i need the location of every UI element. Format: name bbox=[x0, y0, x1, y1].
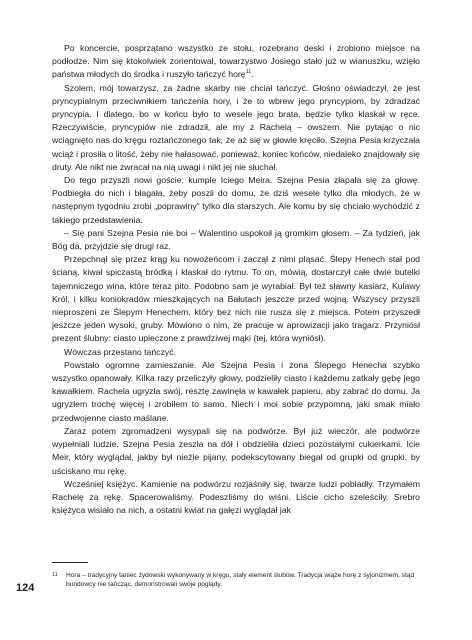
paragraph: Powstało ogromne zamieszanie. Ale Szejna Pesia i żona Ślepego Henecha szybko wszystko opanowały. Kilka razy przeliczyły głowy, podzieliły ciasto i każdemu zatkały gębę jego kawałkiem. Rachela ugryzła swój, resztę zawinęła w kawałek papieru, aby zabrać do domu. Ja ugryzłem trochę więcej i zrobiłem to samo. Niech i moi sobie przypomną, jaki smak miało przedwojenne ciasto maślane. bbox=[52, 359, 420, 423]
paragraph: – Się pani Szejna Pesia nie boi – Walentino uspokoił ją gromkim głosem. – Za tydzień, jak Bóg da, przyjdzie się drugi raz. bbox=[52, 227, 420, 252]
footnote-divider bbox=[52, 562, 88, 563]
page-number: 124 bbox=[16, 582, 35, 594]
paragraph bbox=[52, 42, 420, 82]
footnote-number: 11 bbox=[52, 572, 58, 578]
paragraph: Wcześniej księżyc. Kamienie na podwórzu rozjaśniły się, twarze ludzi pobladły. Trzymałem Rachelę za rękę. Spacerowaliśmy. Podeszliśmy do wiśni. Liście cicho szeleściły. Srebro księżyca wisiało na nich, a ostatni kwiat na gałęzi wyglądał jak bbox=[52, 478, 420, 516]
paragraph: Zaraz potem zgromadzeni wysypali się na podwórze. Był już wieczór, ale podwórze wypełniali ludzie. Szejna Pesia zeszła na dół i obdzieliła dzieci pozostałymi cukierkami. Icie Meir, który wyglądał, jakby był nieźle pijany, podekscytowany biegał od grupki od grupki, by uściskano mu rękę. bbox=[52, 425, 420, 476]
footnote-text: Hora – tradycyjny taniec żydowski wykonywany w kręgu, stały element ślubów. Tradycja wiąże horę z syjonizmem, stąd bundowcy nie tańcząc, demonstrowali swoje poglądy. bbox=[66, 572, 415, 589]
body-text bbox=[52, 42, 420, 517]
paragraph: Do tego przyszli nowi goście: kumple Iciego Meira. Szejna Pesia złapała się za głowę. Podbiegła do nich i błagała, żeby poszli do domu, że dziś wesele tylko dla młodych, że w następnym tygodniu zrobi „poprawiny” tylko dla starszych. Ale komu by się chciało wychodzić z takiego przedstawienia. bbox=[52, 175, 420, 225]
footnote-reference: 11 bbox=[245, 69, 252, 76]
paragraph: Przepchnął się przez krąg ku nowożeńcom i zaczął z nimi pląsać. Ślepy Henech stał pod ścianą, kiwał spiczastą bródką i klaskał do rytmu. To on, mówią, dostarczył całe dwie butelki tajemniczego wina, które teraz pito. Podobno sam je wyrabiał. Był też sławny kasiarz, Kulawy Król, i kilku koniokradów mieszkających na Bałutach jeszcze przed wojną. Wszyscy przyszli nieproszeni ze Ślepym Henechem, który bez nich nie rusza się z miejsca. Potem przyszedł jeszcze jeden wysoki, gruby. Mówiono o nim, że pracuje w aprowizacji jako tragarz. Przyniósł prezent ślubny: ciasto upieczone z prawdziwej mąki (tej, która wyniósł). bbox=[52, 254, 420, 344]
footnote bbox=[52, 571, 420, 589]
paragraph-text: Po koncercie, posprzątano wszystko ze stołu, rozebrano deski i zrobiono miejsce na podłodze. Nim się ktokolwiek zorientował, towarzystwo Josiego stało już w wianuszku, wzięło państwa młodych do środka i ruszyło tańczyć horę bbox=[52, 43, 420, 80]
paragraph: Szolem, mój towarzysz, za żadne skarby nie chciał tańczyć. Głośno oświadczył, że jest pryncypialnym przeciwnikiem tańczenia hory, i że to wbrew jego pryncypiom, by zdradzać pryncypia. I dlatego, bo w końcu było to wesele jego brata, będzie tylko klaskał w ręce. Rzeczywiście, pryncypiów nie zdradził, ale my z Rachelą – owszem. Nie pytając o nic wciągnięto nas do kręgu roztańczonego tak, że aż się w głowie kręciło. Szejna Pesia krzyczała wciąż i prosiła o litość, żeby nie hałasować, ponieważ, koniec końców, niedaleko znajdowały się druty. Ale nikt nie zwracał na nią uwagi i nikt jej nie słuchał. bbox=[52, 82, 420, 172]
paragraph-end-punctuation: . bbox=[251, 69, 254, 80]
paragraph: Wówczas przestano tańczyć. bbox=[64, 346, 177, 357]
